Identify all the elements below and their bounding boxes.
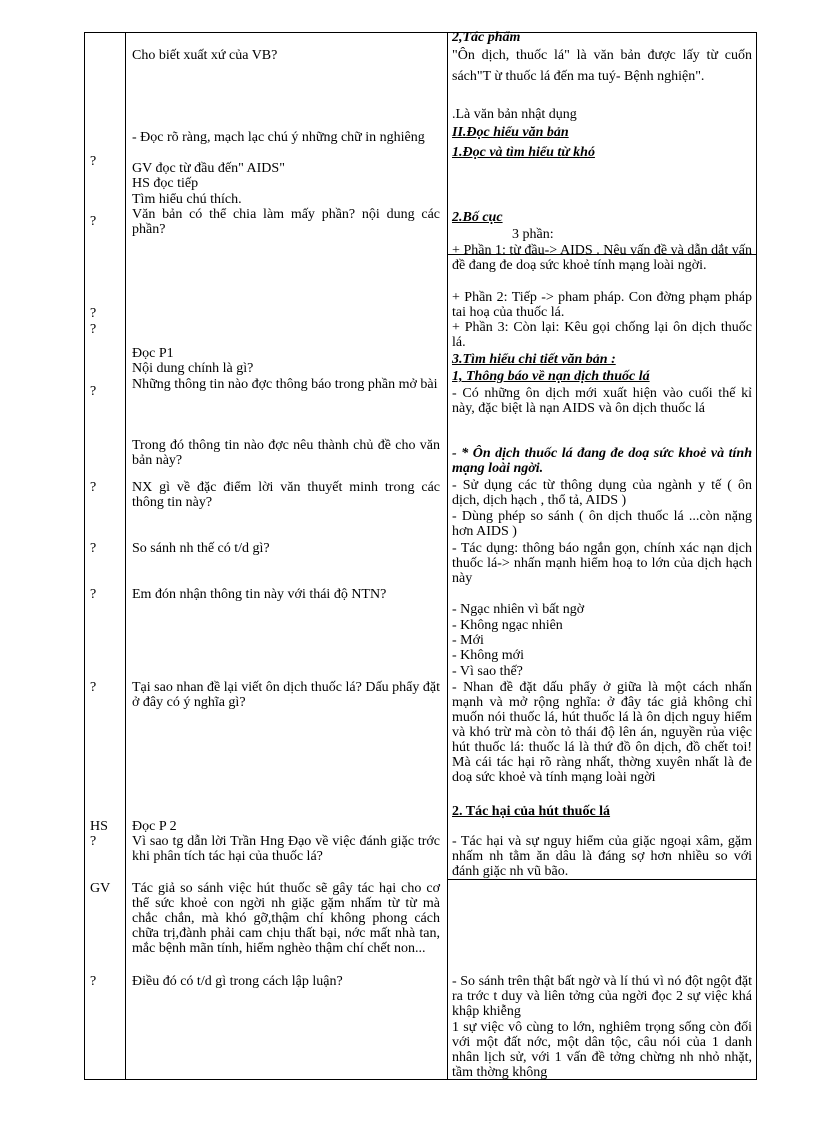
marker-hs: HS — [90, 819, 108, 834]
marker-question: ? — [90, 384, 97, 399]
question-text: Tác giả so sánh việc hút thuốc sẽ gây tác hại cho cơ thể sức khoẻ con ngời nh giặc gặm nhấm từ từ mà chắc chắn, mà khó gỡ,thậm chí không phong cách chữa trị,đành phải cam chịu thất bại, nớc mất nhà tan, mắc bệnh mãn tính, hiểm nghèo thậm chí chết non... — [132, 881, 440, 956]
marker-question: ? — [90, 974, 97, 989]
section-heading: 1.Đọc và tìm hiểu từ khó — [452, 145, 595, 160]
section-heading: 2,Tác phẩm — [452, 30, 521, 45]
marker-question: ? — [90, 306, 97, 321]
question-text: Tìm hiểu chú thích. — [132, 192, 242, 207]
question-text: Điều đó có t/d gì trong cách lập luận? — [132, 974, 343, 989]
question-text: So sánh nh thế có t/d gì? — [132, 541, 270, 556]
marker-question: ? — [90, 541, 97, 556]
question-text: Nội dung chính là gì? — [132, 361, 254, 376]
answer-text: - Không ngạc nhiên — [452, 618, 563, 633]
answer-text: - Dùng phép so sánh ( ôn dịch thuốc lá ...còn nặng hơn AIDS ) — [452, 509, 752, 539]
question-text: Vì sao tg dẫn lời Trần Hng Đạo về việc đánh giặc trớc khi phân tích tác hại của thuốc lá? — [132, 834, 440, 864]
section-heading: 2. Tác hại của hút thuốc lá — [452, 804, 611, 819]
answer-text: .Là văn bản nhật dụng — [452, 107, 577, 122]
section-heading: 2.Bố cục — [452, 210, 503, 225]
column-divider-2 — [447, 32, 448, 1080]
question-text: Tại sao nhan đề lại viết ôn dịch thuốc lá? Dấu phẩy đặt ở đây có ý nghĩa gì? — [132, 680, 440, 710]
answer-text: - Tác hại và sự nguy hiểm của giặc ngoại xâm, gặm nhấm nh tằm ăn dâu là đáng sợ hơn nhiều so với đánh giặc nh vũ bão. — [452, 834, 752, 879]
answer-text: - Mới — [452, 633, 484, 648]
section-heading: II.Đọc hiểu văn bản — [452, 125, 569, 140]
question-text: Em đón nhận thông tin này với thái độ NTN? — [132, 587, 387, 602]
section-heading: 1, Thông báo về nạn dịch thuốc lá — [452, 369, 650, 384]
question-text: HS đọc tiếp — [132, 176, 199, 191]
answer-text: - Sử dụng các từ thông dụng của ngành y tế ( ôn dịch, dịch hạch , thổ tả, AIDS ) — [452, 478, 752, 508]
question-text: Đọc P1 — [132, 346, 174, 361]
answer-text: - Nhan đề đặt dấu phẩy ở giữa là một cách nhấn mạnh và mở rộng nghĩa: ở đây tác giả không chỉ muốn nói thuốc lá, hút thuốc lá là ôn dịch nguy hiểm và khó trừ mà còn tỏ thái độ lên án, nguyền rủa việc hút thuốc lá: thuốc lá là thứ đồ ôn dịch, đồ chết toi! Mà cái tác hại rõ ràng nhất, thờng xuyên nhất là đe doạ sức khoẻ và tính mạng loài ngời — [452, 680, 752, 785]
marker-gv: GV — [90, 881, 111, 896]
answer-text: + Phần 1: từ đầu-> AIDS . Nêu vấn đề và dẫn dắt vấn đề đang đe doạ sức khoẻ tính mạng loài ngời. — [452, 243, 752, 273]
question-text: Đọc P 2 — [132, 819, 177, 834]
question-text: Cho biết xuất xứ của VB? — [132, 48, 278, 63]
marker-question: ? — [90, 214, 97, 229]
answer-text: 3 phần: — [512, 227, 554, 242]
answer-text: - Có những ôn dịch mới xuất hiện vào cuối thế kỉ này, đặc biệt là nạn AIDS và ôn dịch thuốc lá — [452, 386, 752, 416]
answer-text: - So sánh trên thật bất ngờ và lí thú vì nó đột ngột đặt ra trớc t duy và liên tởng của ngời đọc 2 sự việc khá khập khiễng — [452, 974, 752, 1019]
marker-question: ? — [90, 480, 97, 495]
answer-text: - Vì sao thế? — [452, 664, 523, 679]
marker-question: ? — [90, 154, 97, 169]
question-text: Những thông tin nào đợc thông báo trong phần mở bài — [132, 377, 438, 392]
question-text: GV đọc từ đầu đến" AIDS" — [132, 161, 285, 176]
marker-question: ? — [90, 322, 97, 337]
marker-question: ? — [90, 587, 97, 602]
marker-question: ? — [90, 680, 97, 695]
section-heading: 3.Tìm hiểu chi tiết văn bản : — [452, 352, 616, 367]
answer-text: + Phần 2: Tiếp -> pham pháp. Con đờng phạm pháp tai hoạ của thuốc lá. — [452, 290, 752, 320]
marker-question: ? — [90, 834, 97, 849]
question-text: Trong đó thông tin nào đợc nêu thành chủ đề cho văn bản này? — [132, 438, 440, 468]
question-text: Văn bản có thể chia làm mấy phần? nội dung các phần? — [132, 207, 440, 237]
column-divider-1 — [125, 32, 126, 1080]
question-text: - Đọc rõ ràng, mạch lạc chú ý những chữ in nghiêng — [132, 130, 425, 145]
answer-text: - Không mới — [452, 648, 524, 663]
answer-text: "Ôn dịch, thuốc lá" là văn bản được lấy từ cuốn sách"T ừ thuốc lá đến ma tuý- Bệnh nghiện". — [452, 48, 752, 84]
row-divider-tachai — [448, 879, 757, 880]
answer-text: - Ngạc nhiên vì bất ngờ — [452, 602, 585, 617]
answer-highlight: - * Ôn dịch thuốc lá đang đe doạ sức khoẻ và tính mạng loài ngời. — [452, 446, 752, 476]
answer-text: 1 sự việc vô cùng to lớn, nghiêm trọng sống còn đối với một đất nớc, một dân tộc, câu nói của 1 danh nhân lịch sử, với 1 vấn đề tởng chừng nh nhỏ nhặt, tầm thờng không — [452, 1020, 752, 1080]
answer-text: + Phần 3: Còn lại: Kêu gọi chống lại ôn dịch thuốc lá. — [452, 320, 752, 350]
answer-text: - Tác dụng: thông báo ngắn gọn, chính xác nạn dịch thuốc lá-> nhấn mạnh hiểm hoạ to lớn của dịch hạch này — [452, 541, 752, 586]
question-text: NX gì về đặc điểm lời văn thuyết minh trong các thông tin này? — [132, 480, 440, 510]
